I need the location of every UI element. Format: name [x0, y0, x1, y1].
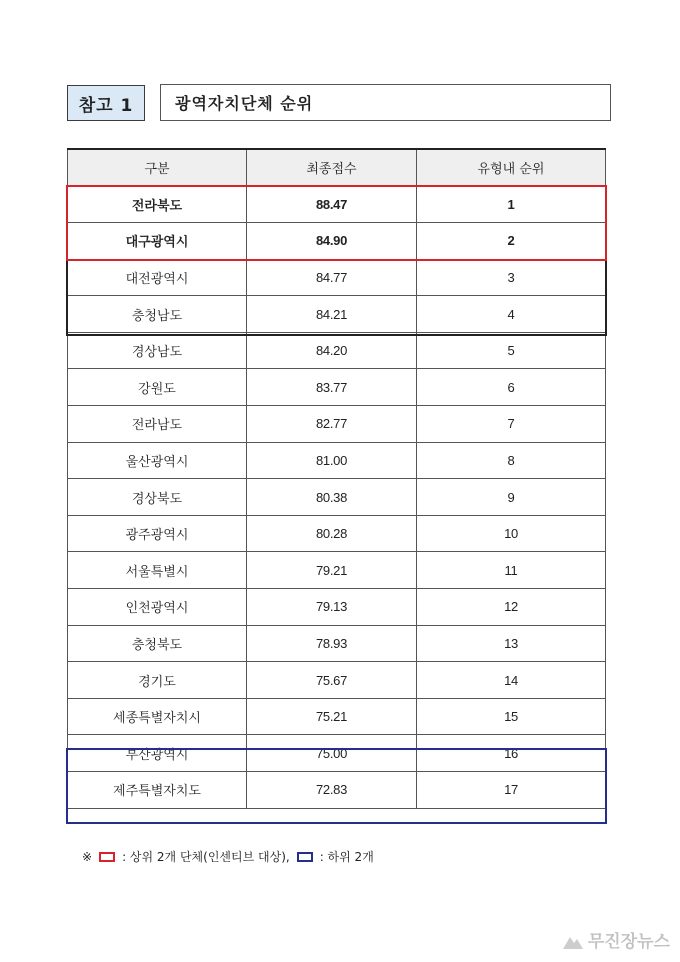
row-rank-cell: 11: [417, 552, 606, 589]
row-score-cell: 80.38: [247, 479, 417, 516]
row-score-cell: 72.83: [247, 772, 417, 809]
row-name-cell: 세종특별자치시: [68, 698, 247, 735]
row-score-cell: 78.93: [247, 625, 417, 662]
row-name-cell: 경상북도: [68, 479, 247, 516]
blue-box-icon: [297, 852, 313, 862]
table-row: [68, 479, 606, 516]
watermark-text: 무진장뉴스: [587, 932, 670, 952]
row-rank-cell: 12: [417, 589, 606, 626]
table-row: [68, 369, 606, 406]
row-rank-cell: 14: [417, 662, 606, 699]
table-row: [68, 296, 606, 333]
table-row: [68, 625, 606, 662]
row-name-cell: 대구광역시: [68, 223, 247, 260]
row-rank-cell: 10: [417, 515, 606, 552]
ranking-table: [67, 148, 606, 809]
watermark: [562, 927, 670, 952]
row-rank-cell: 3: [417, 259, 606, 296]
table-row: [68, 406, 606, 443]
row-name-cell: 부산광역시: [68, 735, 247, 772]
row-score-cell: 88.47: [247, 186, 417, 223]
page-title: 광역자치단체 순위: [160, 84, 611, 121]
row-rank-cell: 17: [417, 772, 606, 809]
column-header-name: 구분: [68, 149, 247, 186]
row-score-cell: 80.28: [247, 515, 417, 552]
row-score-cell: 75.21: [247, 698, 417, 735]
column-header-rank: 유형내 순위: [417, 149, 606, 186]
row-name-cell: 제주특별자치도: [68, 772, 247, 809]
table-row: [68, 552, 606, 589]
row-name-cell: 전라남도: [68, 406, 247, 443]
column-header-score: 최종점수: [247, 149, 417, 186]
row-rank-cell: 4: [417, 296, 606, 333]
row-score-cell: 82.77: [247, 406, 417, 443]
row-score-cell: 79.13: [247, 589, 417, 626]
row-name-cell: 인천광역시: [68, 589, 247, 626]
row-rank-cell: 13: [417, 625, 606, 662]
row-name-cell: 충청남도: [68, 296, 247, 333]
row-score-cell: 79.21: [247, 552, 417, 589]
table-row: [68, 589, 606, 626]
red-box-icon: [99, 852, 115, 862]
table-row: [68, 259, 606, 296]
table-header-row: [68, 149, 606, 186]
row-score-cell: 75.67: [247, 662, 417, 699]
row-score-cell: 84.20: [247, 332, 417, 369]
row-rank-cell: 6: [417, 369, 606, 406]
table-row: [68, 662, 606, 699]
row-name-cell: 경상남도: [68, 332, 247, 369]
row-rank-cell: 8: [417, 442, 606, 479]
table-row: [68, 442, 606, 479]
table-row: [68, 223, 606, 260]
row-name-cell: 대전광역시: [68, 259, 247, 296]
row-score-cell: 84.77: [247, 259, 417, 296]
row-rank-cell: 15: [417, 698, 606, 735]
row-rank-cell: 1: [417, 186, 606, 223]
row-name-cell: 광주광역시: [68, 515, 247, 552]
table-row: [68, 186, 606, 223]
row-rank-cell: 2: [417, 223, 606, 260]
row-name-cell: 서울특별시: [68, 552, 247, 589]
row-rank-cell: 16: [417, 735, 606, 772]
table-row: [68, 698, 606, 735]
row-score-cell: 83.77: [247, 369, 417, 406]
table-row: [68, 515, 606, 552]
table-row: [68, 735, 606, 772]
row-rank-cell: 7: [417, 406, 606, 443]
row-score-cell: 81.00: [247, 442, 417, 479]
watermark-logo-icon: [562, 929, 584, 951]
row-rank-cell: 9: [417, 479, 606, 516]
note-red-text: : 상위 2개 단체(인센티브 대상),: [122, 850, 290, 864]
note-blue-text: : 하위 2개: [319, 850, 374, 864]
row-rank-cell: 5: [417, 332, 606, 369]
reference-label: 참고 1: [67, 85, 145, 121]
note-prefix: ※: [82, 849, 93, 864]
row-name-cell: 충청북도: [68, 625, 247, 662]
row-score-cell: 84.90: [247, 223, 417, 260]
row-name-cell: 전라북도: [68, 186, 247, 223]
table-row: [68, 772, 606, 809]
row-name-cell: 울산광역시: [68, 442, 247, 479]
row-score-cell: 75.00: [247, 735, 417, 772]
row-name-cell: 강원도: [68, 369, 247, 406]
row-name-cell: 경기도: [68, 662, 247, 699]
table-row: [68, 332, 606, 369]
row-score-cell: 84.21: [247, 296, 417, 333]
legend-note: [82, 848, 374, 865]
